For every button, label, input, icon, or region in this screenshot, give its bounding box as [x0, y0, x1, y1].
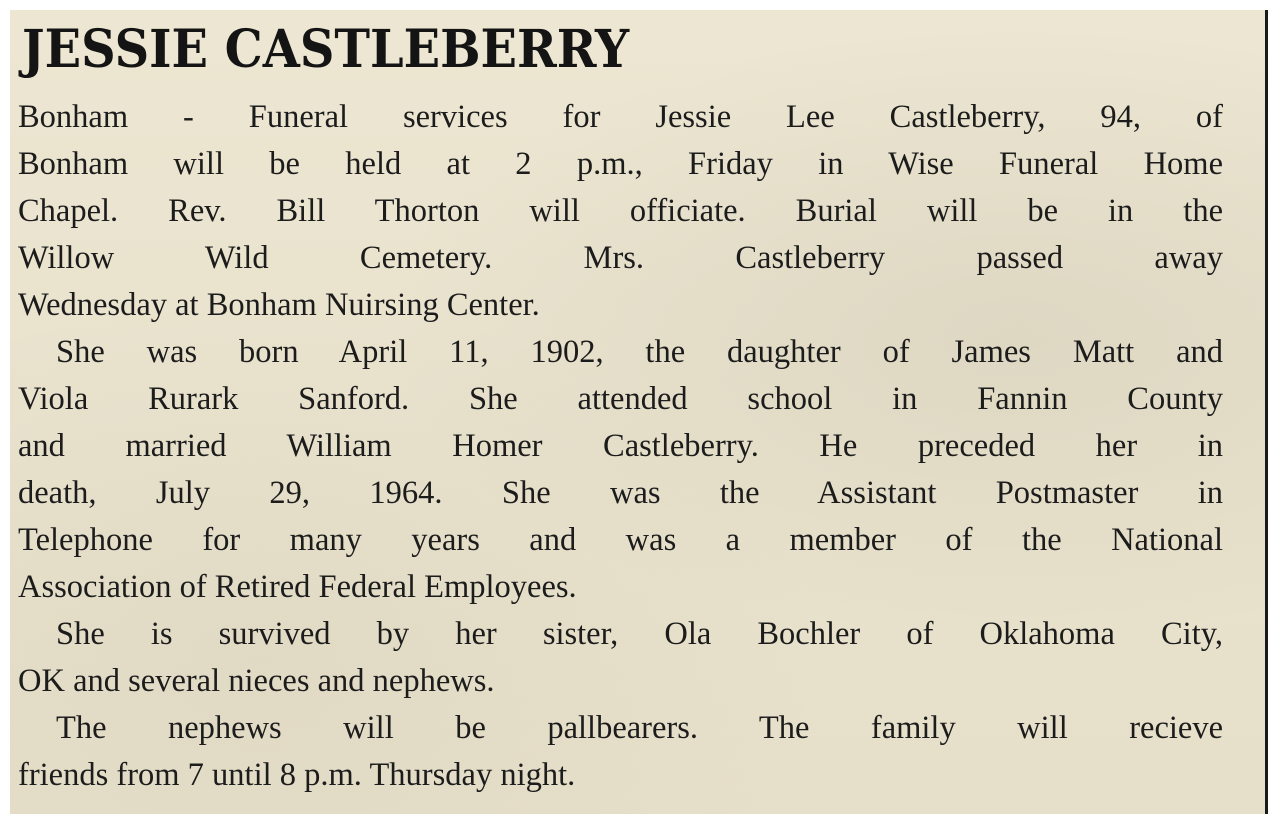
obituary-line: Bonham will be held at 2 p.m., Friday in Wise Funeral Home	[18, 146, 1223, 182]
obituary-line: Chapel. Rev. Bill Thorton will officiate. Burial will be in the	[18, 193, 1223, 229]
obituary-line: OK and several nieces and nephews.	[18, 663, 495, 699]
obituary-line: She was born April 11, 1902, the daughter of James Matt and	[56, 334, 1223, 370]
obituary-line: Bonham - Funeral services for Jessie Lee Castleberry, 94, of	[18, 99, 1223, 135]
obituary-line: The nephews will be pallbearers. The family will recieve	[56, 710, 1223, 746]
obituary-line: Telephone for many years and was a member of the National	[18, 522, 1223, 558]
obituary-line: Association of Retired Federal Employees.	[18, 569, 577, 605]
obituary-body	[18, 94, 1223, 799]
clipping-edge	[1265, 10, 1268, 814]
obituary-line: friends from 7 until 8 p.m. Thursday night.	[18, 757, 576, 793]
newspaper-clipping	[10, 10, 1268, 814]
obituary-line: and married William Homer Castleberry. He preceded her in	[18, 428, 1223, 464]
obituary-line: Wednesday at Bonham Nuirsing Center.	[18, 287, 540, 323]
obituary-line: She is survived by her sister, Ola Bochler of Oklahoma City,	[56, 616, 1223, 652]
obituary-line: Willow Wild Cemetery. Mrs. Castleberry passed away	[18, 240, 1223, 276]
obituary-line: Viola Rurark Sanford. She attended school in Fannin County	[18, 381, 1223, 417]
obituary-line: death, July 29, 1964. She was the Assistant Postmaster in	[18, 475, 1223, 511]
obituary-headline: JESSIE CASTLEBERRY	[22, 19, 630, 80]
